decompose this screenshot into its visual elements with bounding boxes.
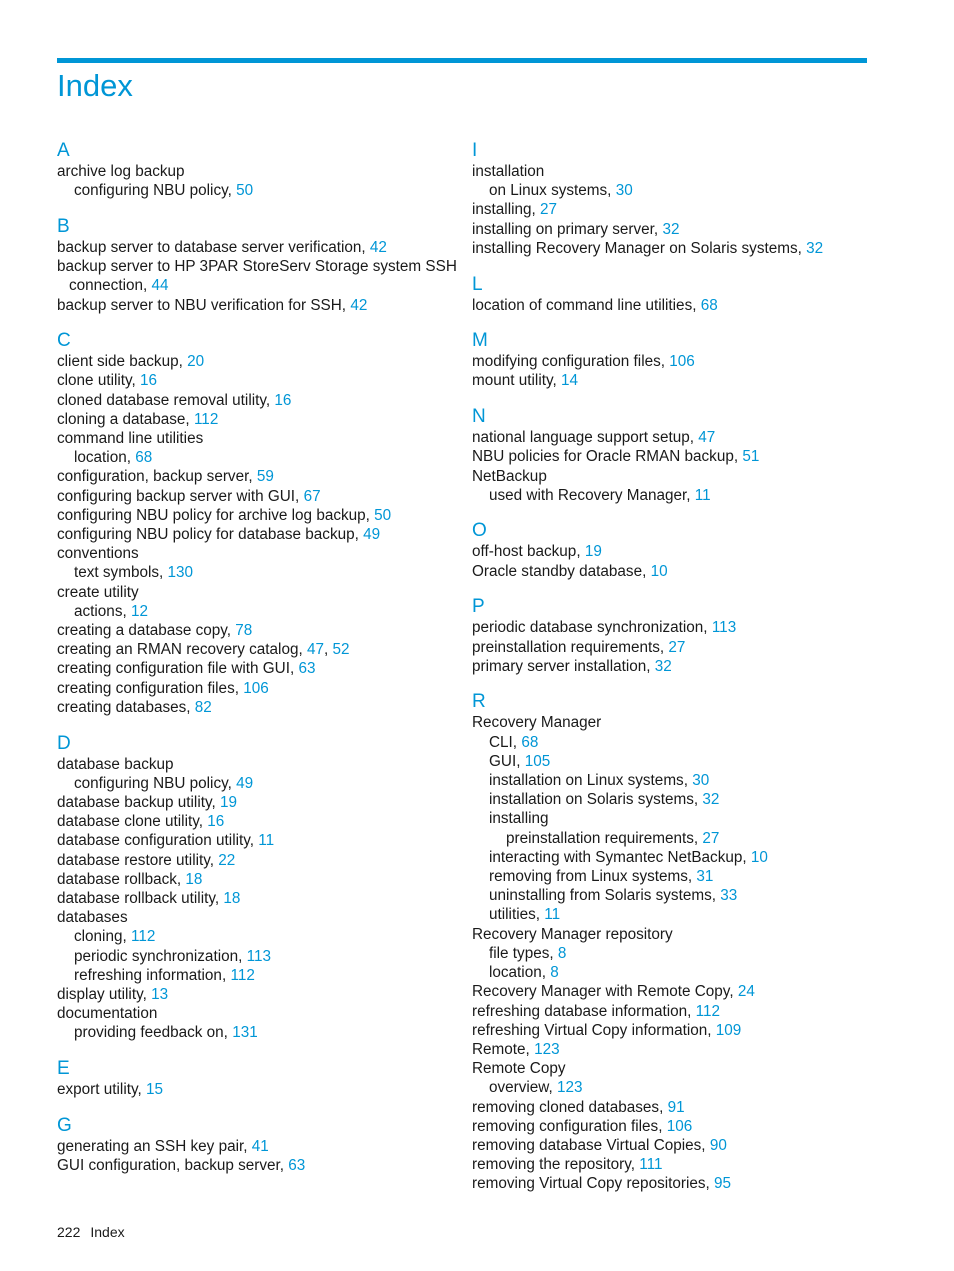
ref-separator: , <box>323 641 333 659</box>
page-ref-link[interactable]: 59 <box>256 468 274 486</box>
index-entry <box>57 544 457 563</box>
page-ref-link[interactable]: 106 <box>666 1117 693 1135</box>
index-entry <box>57 238 457 257</box>
page-ref-link[interactable]: 32 <box>806 239 824 257</box>
entry-text: Recovery Manager repository <box>472 925 673 943</box>
page-ref-link[interactable]: 10 <box>750 848 768 866</box>
page-ref-link[interactable]: 68 <box>135 449 153 467</box>
index-entry <box>472 771 872 790</box>
page-ref-link[interactable]: 47 <box>306 641 324 659</box>
entry-text: Remote, <box>472 1040 535 1058</box>
index-entry <box>57 793 457 812</box>
page-ref-link[interactable]: 8 <box>550 964 559 982</box>
entry-text: configuring backup server with GUI, <box>57 487 304 505</box>
index-entry <box>57 602 457 621</box>
page-title: Index <box>57 68 133 103</box>
entry-text: installing <box>489 810 549 828</box>
index-entry <box>57 1004 457 1023</box>
section-letter: B <box>57 215 70 237</box>
section-letter: P <box>472 596 485 618</box>
page-ref-link[interactable]: 130 <box>167 564 194 582</box>
entry-text: backup server to database server verification, <box>57 238 370 256</box>
entry-text: configuration, backup server, <box>57 468 257 486</box>
entry-continuation <box>57 276 457 295</box>
page-ref-link[interactable]: 18 <box>223 890 241 907</box>
entry-text: configuring NBU policy, <box>74 182 237 200</box>
index-entry <box>472 790 872 809</box>
entry-text: installation on Linux systems, <box>489 772 693 790</box>
entry-text: Recovery Manager with Remote Copy, <box>472 983 738 1001</box>
index-entry <box>472 752 872 771</box>
entry-text: NetBackup <box>472 467 547 485</box>
page-ref-link[interactable]: 51 <box>742 448 760 466</box>
index-entry <box>57 162 457 181</box>
index-entry <box>57 181 457 200</box>
page-ref-link[interactable]: 106 <box>243 679 269 697</box>
index-entry <box>472 1021 872 1040</box>
page-ref-link[interactable]: 27 <box>540 201 558 219</box>
page-ref-link[interactable]: 111 <box>639 1156 663 1174</box>
entry-text: utilities, <box>489 906 545 924</box>
index-entry <box>57 525 457 544</box>
index-entry <box>57 563 457 582</box>
entry-text: database rollback utility, <box>57 890 224 907</box>
entry-text: database rollback, <box>57 870 186 888</box>
index-entry <box>472 1040 872 1059</box>
page-ref-link[interactable]: 52 <box>332 641 350 659</box>
entry-text: preinstallation requirements, <box>506 829 703 847</box>
index-entry <box>472 486 872 505</box>
index-entry <box>472 447 872 466</box>
page-ref-link[interactable]: 113 <box>711 619 737 637</box>
index-entry <box>472 982 872 1001</box>
index-entry <box>57 429 457 448</box>
entry-text: removing cloned databases, <box>472 1098 668 1116</box>
page-ref-link[interactable]: 47 <box>698 429 716 447</box>
entry-text: removing configuration files, <box>472 1117 667 1135</box>
index-entry <box>472 352 872 371</box>
page-ref-link[interactable]: 68 <box>521 733 539 751</box>
entry-text: uninstalling from Solaris systems, <box>489 887 721 905</box>
index-entry <box>57 889 457 908</box>
section-letter: G <box>57 1114 72 1136</box>
entry-text: NBU policies for Oracle RMAN backup, <box>472 448 743 466</box>
index-entry <box>472 371 872 390</box>
entry-text: database clone utility, <box>57 813 208 831</box>
index-entry <box>472 733 872 752</box>
section-letter: C <box>57 330 71 352</box>
page-ref-link[interactable]: 11 <box>258 832 275 850</box>
index-column-right <box>472 139 872 1208</box>
page-ref-link[interactable]: 82 <box>194 698 212 716</box>
index-entry <box>57 583 457 602</box>
index-entry <box>57 774 457 793</box>
index-entry <box>472 657 872 676</box>
index-section <box>57 139 457 200</box>
entry-text: creating configuration file with GUI, <box>57 660 299 678</box>
index-entry <box>472 562 872 581</box>
entry-text: client side backup, <box>57 353 188 371</box>
entry-text: backup server to HP 3PAR StoreServ Storage system SSH <box>57 258 457 276</box>
entry-text: creating a database copy, <box>57 622 236 640</box>
entry-text: location of command line utilities, <box>472 296 701 314</box>
page-ref-link[interactable]: 10 <box>650 562 668 580</box>
index-entry <box>57 487 457 506</box>
section-letter: M <box>472 330 488 352</box>
index-entry <box>57 640 457 659</box>
page-ref-link[interactable]: 27 <box>668 638 686 656</box>
page-ref-link[interactable]: 16 <box>274 391 292 409</box>
entry-text: Recovery Manager <box>472 714 602 732</box>
index-entry <box>57 467 457 486</box>
page-ref-link[interactable]: 11 <box>694 486 711 504</box>
entry-text: archive log backup <box>57 163 185 180</box>
page-ref-link[interactable]: 106 <box>669 353 695 371</box>
entry-text: configuring NBU policy, <box>74 774 237 792</box>
page-ref-link[interactable]: 68 <box>700 296 718 314</box>
entry-text: creating databases, <box>57 698 195 716</box>
index-entry <box>472 162 872 181</box>
index-entry <box>57 659 457 678</box>
section-letter: R <box>472 691 486 713</box>
index-entry <box>472 220 872 239</box>
page-ref-link[interactable]: 50 <box>236 182 254 200</box>
page-ref-link[interactable]: 8 <box>557 944 567 962</box>
index-section <box>472 329 872 390</box>
index-entry <box>472 428 872 447</box>
index-entry <box>472 618 872 637</box>
index-section <box>472 405 872 505</box>
entry-text: backup server to NBU verification for SSH, <box>57 296 351 314</box>
entry-text: display utility, <box>57 986 152 1004</box>
section-letter: L <box>472 273 483 295</box>
section-letter: A <box>57 140 70 161</box>
entry-text: installing Recovery Manager on Solaris systems, <box>472 239 807 257</box>
index-entry <box>472 200 872 219</box>
index-entry <box>57 698 457 717</box>
entry-text: Remote Copy <box>472 1060 566 1078</box>
entry-text: primary server installation, <box>472 657 655 675</box>
page-number: 222 <box>57 1224 81 1240</box>
index-entry <box>57 812 457 831</box>
entry-text: installation on Solaris systems, <box>489 791 703 809</box>
entry-text: database restore utility, <box>57 851 219 869</box>
entry-text: periodic synchronization, <box>74 947 247 965</box>
index-entry <box>472 944 872 963</box>
entry-text: mount utility, <box>472 372 561 390</box>
index-entry <box>472 925 872 944</box>
index-entry <box>57 257 457 295</box>
index-entry <box>472 713 872 732</box>
index-entry <box>472 542 872 561</box>
entry-continuation-text: connection, <box>69 277 152 295</box>
page-ref-link[interactable]: 113 <box>246 947 271 965</box>
entry-text: Oracle standby database, <box>472 562 651 580</box>
page-ref-link[interactable]: 112 <box>130 928 156 946</box>
entry-text: off-host backup, <box>472 543 585 561</box>
entry-text: on Linux systems, <box>489 182 616 200</box>
index-entry <box>57 621 457 640</box>
index-entry <box>472 905 872 924</box>
page-ref-link[interactable]: 67 <box>303 487 321 505</box>
entry-text: location, <box>489 964 551 982</box>
index-entry <box>472 1174 872 1193</box>
page-ref-link[interactable]: 95 <box>714 1175 732 1193</box>
page-ref-link[interactable]: 16 <box>140 372 158 390</box>
page-ref-link[interactable]: 112 <box>193 410 219 428</box>
page-ref-link[interactable]: 112 <box>230 966 255 984</box>
index-entry <box>472 1155 872 1174</box>
page-ref-link[interactable]: 49 <box>236 774 254 792</box>
index-entry <box>57 831 457 850</box>
section-letter: D <box>57 732 71 754</box>
entry-text: cloning a database, <box>57 410 194 428</box>
index-entry <box>57 352 457 371</box>
index-entry <box>57 1156 457 1175</box>
entry-text: text symbols, <box>74 564 168 582</box>
entry-text: documentation <box>57 1005 158 1023</box>
entry-text: CLI, <box>489 733 522 751</box>
page-ref-link[interactable]: 131 <box>232 1024 258 1042</box>
page-ref-link[interactable]: 22 <box>218 851 236 869</box>
page-ref-link[interactable]: 123 <box>534 1040 560 1058</box>
entry-text: generating an SSH key pair, <box>57 1137 252 1155</box>
page-ref-link[interactable]: 13 <box>151 986 169 1004</box>
index-entry <box>472 239 872 258</box>
footer-label: Index <box>90 1224 125 1240</box>
entry-text: removing database Virtual Copies, <box>472 1136 710 1154</box>
page-ref-link[interactable]: 30 <box>615 182 633 200</box>
page-ref-link[interactable]: 105 <box>524 752 551 770</box>
entry-text: configuring NBU policy for database backup, <box>57 526 364 544</box>
index-entry <box>57 1137 457 1156</box>
index-entry <box>57 391 457 410</box>
index-entry <box>57 985 457 1004</box>
index-entry <box>57 947 457 966</box>
page-ref-link[interactable]: 32 <box>654 657 672 675</box>
page-ref-link[interactable]: 20 <box>187 353 205 371</box>
entry-text: national language support setup, <box>472 429 699 447</box>
page-ref-link[interactable]: 49 <box>363 526 381 544</box>
index-entry <box>57 755 457 774</box>
index-section <box>57 1057 457 1099</box>
entry-text: database backup utility, <box>57 793 220 811</box>
entry-text: providing feedback on, <box>74 1024 233 1042</box>
page-ref-link[interactable]: 19 <box>584 543 602 561</box>
index-section <box>472 139 872 258</box>
index-entry <box>472 829 872 848</box>
page-ref-link[interactable]: 24 <box>737 983 755 1001</box>
page-ref-link[interactable]: 90 <box>709 1136 727 1154</box>
index-section <box>57 732 457 1043</box>
entry-text: clone utility, <box>57 372 141 390</box>
index-entry <box>472 1136 872 1155</box>
index-entry <box>57 966 457 985</box>
index-entry <box>57 296 457 315</box>
entry-text: removing Virtual Copy repositories, <box>472 1175 715 1193</box>
header-rule <box>57 58 867 63</box>
index-entry <box>472 467 872 486</box>
index-entry <box>472 1117 872 1136</box>
entry-text: removing the repository, <box>472 1156 640 1174</box>
index-entry <box>472 867 872 886</box>
page-footer <box>57 1224 135 1240</box>
index-entry <box>472 886 872 905</box>
page-ref-link[interactable]: 123 <box>557 1079 583 1097</box>
index-entry <box>57 851 457 870</box>
entry-text: configuring NBU policy for archive log backup, <box>57 506 375 524</box>
index-section <box>472 595 872 676</box>
index-entry <box>57 410 457 429</box>
index-entry <box>57 371 457 390</box>
index-entry <box>57 448 457 467</box>
entry-text: GUI, <box>489 752 525 770</box>
entry-text: refreshing Virtual Copy information, <box>472 1021 716 1039</box>
entry-text: cloning, <box>74 928 131 946</box>
index-entry <box>472 296 872 315</box>
index-entry <box>472 181 872 200</box>
entry-text: installation <box>472 163 545 180</box>
section-letter: E <box>57 1058 70 1080</box>
page-ref-link[interactable]: 30 <box>692 772 710 790</box>
entry-text: overview, <box>489 1079 558 1097</box>
section-letter: O <box>472 520 487 542</box>
entry-text: command line utilities <box>57 430 204 448</box>
page-ref-link[interactable]: 33 <box>720 887 738 905</box>
page-ref-link[interactable]: 44 <box>151 277 169 295</box>
index-entry <box>57 908 457 927</box>
index-entry <box>57 506 457 525</box>
entry-text: location, <box>74 449 136 467</box>
entry-text: databases <box>57 909 128 927</box>
index-column-left <box>57 139 457 1190</box>
entry-text: removing from Linux systems, <box>489 868 697 886</box>
entry-text: periodic database synchronization, <box>472 619 712 637</box>
entry-text: creating an RMAN recovery catalog, <box>57 641 307 659</box>
entry-text: database configuration utility, <box>57 832 259 850</box>
index-entry <box>472 638 872 657</box>
page-ref-link[interactable]: 109 <box>715 1021 742 1039</box>
page-ref-link[interactable]: 91 <box>667 1098 685 1116</box>
entry-text: create utility <box>57 583 139 601</box>
index-entry <box>472 1098 872 1117</box>
page-ref-link[interactable]: 63 <box>298 660 316 678</box>
index-section <box>57 215 457 315</box>
entry-text: creating configuration files, <box>57 679 244 697</box>
section-letter: N <box>472 406 486 428</box>
page-ref-link[interactable]: 19 <box>220 793 238 811</box>
entry-text: refreshing database information, <box>472 1002 696 1020</box>
entry-text: installing on primary server, <box>472 220 663 238</box>
page-ref-link[interactable]: 31 <box>696 868 714 886</box>
entry-text: actions, <box>74 602 131 620</box>
page-ref-link[interactable]: 42 <box>350 296 368 314</box>
entry-text: refreshing information, <box>74 966 231 984</box>
index-section <box>57 1114 457 1175</box>
entry-text: interacting with Symantec NetBackup, <box>489 848 751 866</box>
page-ref-link[interactable]: 15 <box>145 1081 163 1099</box>
index-section <box>472 690 872 1193</box>
entry-text: file types, <box>489 944 558 962</box>
entry-text: GUI configuration, backup server, <box>57 1157 289 1175</box>
index-section <box>472 273 872 315</box>
entry-text: cloned database removal utility, <box>57 391 275 409</box>
page-ref-link[interactable]: 50 <box>374 506 392 524</box>
page-ref-link[interactable]: 63 <box>288 1157 306 1175</box>
page-ref-link[interactable]: 112 <box>695 1002 721 1020</box>
entry-text: export utility, <box>57 1081 146 1099</box>
entry-text: modifying configuration files, <box>472 353 670 371</box>
index-entry <box>472 1059 872 1078</box>
entry-text: used with Recovery Manager, <box>489 486 695 504</box>
entry-text: conventions <box>57 545 139 563</box>
page-ref-link[interactable]: 32 <box>702 791 720 809</box>
index-entry <box>57 1080 457 1099</box>
index-entry <box>472 809 872 828</box>
page-ref-link[interactable]: 16 <box>207 813 225 831</box>
index-section <box>57 329 457 717</box>
index-entry <box>57 870 457 889</box>
entry-text: database backup <box>57 755 174 773</box>
entry-text: installing, <box>472 201 541 219</box>
page-ref-link[interactable]: 18 <box>185 870 203 888</box>
index-entry <box>472 963 872 982</box>
page-ref-link[interactable]: 41 <box>251 1137 269 1155</box>
section-letter: I <box>472 140 478 161</box>
page-ref-link[interactable]: 12 <box>130 602 148 620</box>
index-entry <box>472 848 872 867</box>
page-ref-link[interactable]: 32 <box>662 220 680 238</box>
index-entry <box>472 1002 872 1021</box>
index-entry <box>57 679 457 698</box>
index-entry <box>472 1078 872 1097</box>
index-section <box>472 519 872 580</box>
entry-text: preinstallation requirements, <box>472 638 669 656</box>
page-ref-link[interactable]: 78 <box>235 622 253 640</box>
index-entry <box>57 927 457 946</box>
page-ref-link[interactable]: 11 <box>544 906 561 924</box>
page-ref-link[interactable]: 42 <box>369 238 387 256</box>
index-entry <box>57 1023 457 1042</box>
page-ref-link[interactable]: 27 <box>702 829 720 847</box>
page-ref-link[interactable]: 14 <box>560 372 578 390</box>
